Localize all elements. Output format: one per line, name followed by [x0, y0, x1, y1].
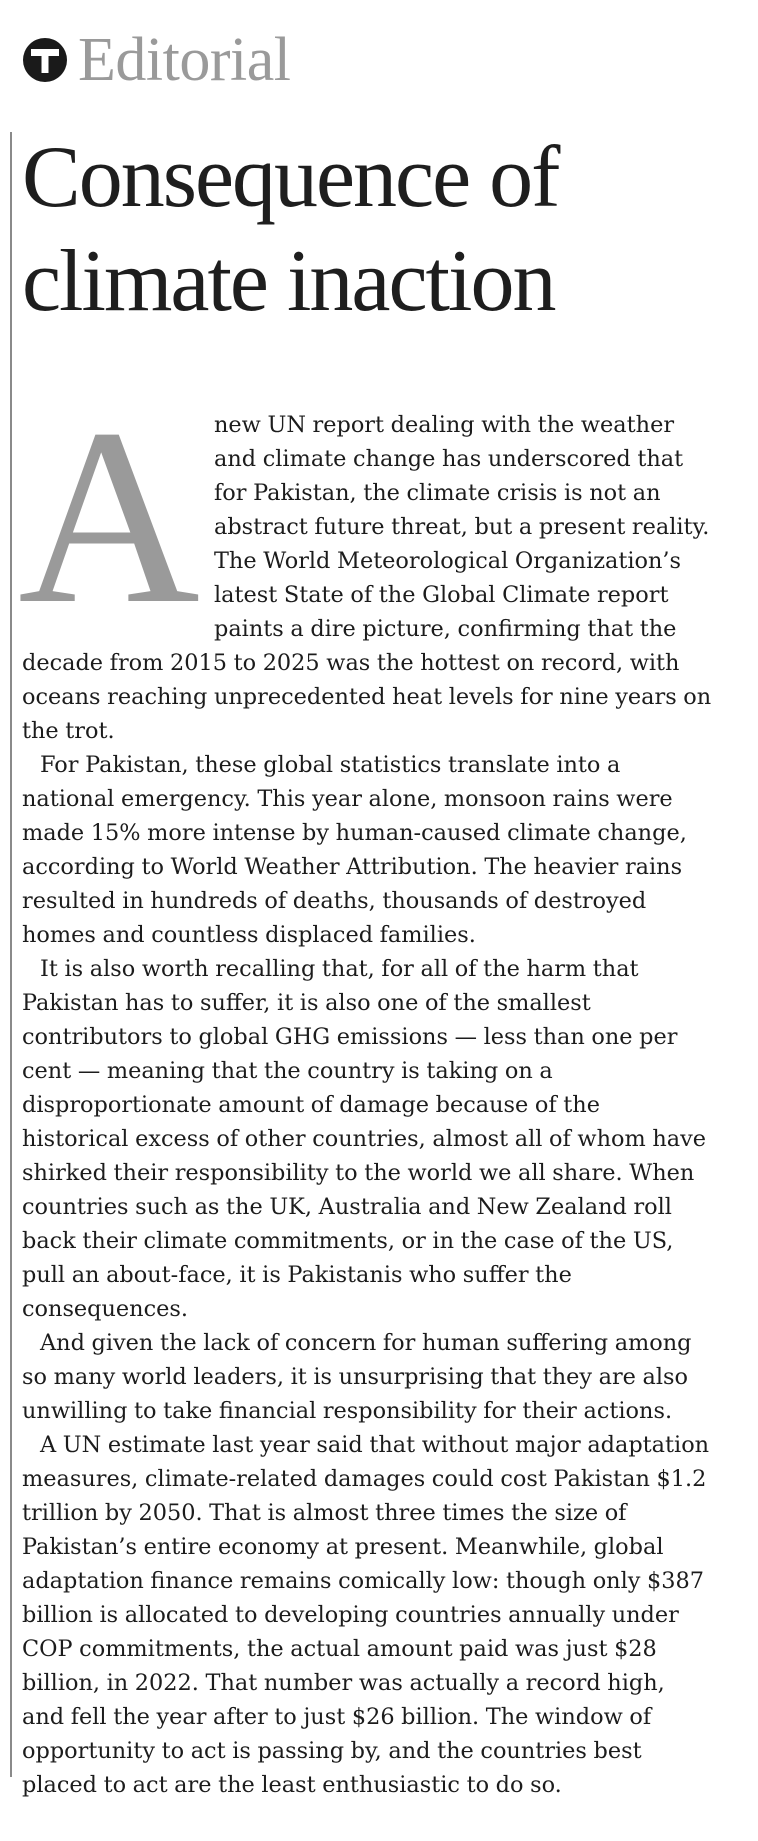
drop-cap: A — [18, 376, 200, 656]
headline: Consequence of climate inaction — [22, 129, 559, 330]
article-paragraph-4: And given the lack of concern for human suffering among so many world leaders, it is unsurprising that they are also unwilling to take financial responsibility for their actions. — [22, 1330, 692, 1424]
newspaper-t-logo-icon — [22, 37, 68, 83]
article-body — [18, 376, 712, 1802]
section-header — [22, 22, 290, 98]
article-paragraph-2: For Pakistan, these global statistics translate into a national emergency. This year alone, monsoon rains were made 15% more intense by human-caused climate change, according to World Weather Attribution. The heavier rains resulted in hundreds of deaths, thousands of destroyed homes and countless displaced families. — [22, 752, 687, 948]
article-paragraph-3: It is also worth recalling that, for all of the harm that Pakistan has to suffer, it is also one of the smallest contributors to global GHG emissions — less than one per cent — meaning that the country is taking on a disproportionate amount of damage because of the historical excess of other countries, almost all of whom have shirked their responsibility to the world we all share. When countries such as the UK, Australia and New Zealand roll back their climate commitments, or in the case of the US, pull an about-face, it is Pakistanis who suffer the consequences. — [22, 956, 706, 1322]
article-paragraph-1: new UN report dealing with the weather and climate change has underscored that for Pakistan, the climate crisis is not an abstract future threat, but a present reality. The World Meteorological Organization’s latest State of the Global Climate report paints a dire picture, confirming that the decade from 2015 to 2025 was the hottest on record, with oceans reaching unprecedented heat levels for nine years on the trot. — [22, 412, 712, 744]
left-rule-divider — [10, 132, 12, 1777]
article-paragraph-5: A UN estimate last year said that without major adaptation measures, climate-related damages could cost Pakistan $1.2 trillion by 2050. That is almost three times the size of Pakistan’s entire economy at present. Meanwhile, global adaptation finance remains comically low: though only $387 billion is allocated to developing countries annually under COP commitments, the actual amount paid was just $28 billion, in 2022. That number was actually a record high, and fell the year after to just $26 billion. The window of opportunity to act is passing by, and the countries best placed to act are the least enthusiastic to do so. — [22, 1432, 710, 1798]
section-label: Editorial — [78, 26, 291, 94]
